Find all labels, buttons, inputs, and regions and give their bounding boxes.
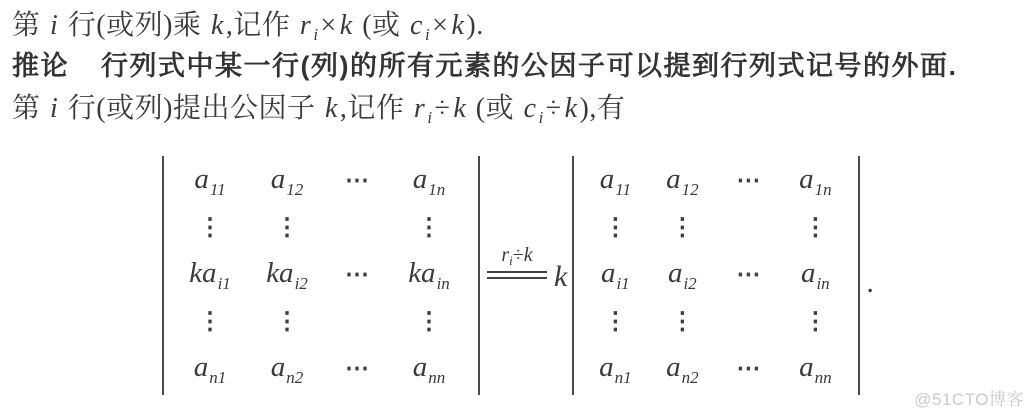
text-segment: i — [313, 24, 319, 44]
text-segment: × — [320, 10, 337, 41]
text-segment: ,记作 — [339, 93, 412, 124]
text-segment: ). — [466, 10, 484, 41]
annotation-r: r — [501, 244, 510, 266]
matrix-cell: $ka_{in}$ — [408, 256, 450, 293]
text-segment: i — [427, 107, 433, 127]
scalar-factor-k: k — [554, 260, 568, 293]
matrix-cell: $a_{in}$ — [800, 256, 830, 293]
matrix-cell: ⋮ — [670, 309, 695, 335]
matrix-cell: ⋮ — [603, 215, 628, 241]
matrix-cell: $a_{1n}$ — [799, 162, 832, 199]
text-segment: k — [339, 10, 353, 41]
matrix-cell: $a_{i1}$ — [600, 256, 630, 293]
text-segment: ,记作 — [225, 10, 298, 41]
text-segment: r — [413, 93, 426, 124]
text-segment: i — [538, 107, 544, 127]
matrix-cell: ⋮ — [417, 215, 441, 241]
text-segment: c — [523, 93, 537, 124]
watermark-51cto: @51CTO博客 — [914, 390, 1024, 409]
matrix-cell: ⋮ — [670, 215, 695, 241]
matrix-cell: ⋮ — [275, 215, 299, 241]
text-segment: 推论 — [12, 51, 69, 81]
matrix-cell: ⋯ — [345, 356, 369, 382]
matrix-cell: ⋯ — [736, 262, 761, 288]
annotation-divide-sign: ÷ — [512, 244, 524, 266]
text-segment: i — [50, 10, 59, 41]
left-determinant — [162, 156, 480, 395]
matrix-cell: ⋮ — [803, 309, 828, 335]
equals-annotation — [501, 244, 532, 269]
text-segment: × — [432, 10, 449, 41]
annotation-k: k — [523, 244, 533, 266]
text-segment: k — [451, 10, 465, 41]
paragraph-corollary — [12, 44, 957, 83]
annotation-sub-i: i — [509, 253, 513, 268]
matrix-cell: ⋮ — [603, 309, 628, 335]
matrix-cell: $ka_{i1}$ — [189, 256, 231, 293]
text-segment: ÷ — [434, 93, 451, 124]
matrix-cell: ⋯ — [345, 168, 369, 194]
double-rule-equals-icon — [487, 271, 547, 279]
sentence-period: . — [866, 266, 874, 299]
annotated-equals — [487, 244, 547, 279]
text-segment: k — [324, 93, 338, 124]
matrix-cell: $a_{12}$ — [270, 162, 304, 199]
paragraph-row-multiply-notation — [12, 3, 484, 45]
text-segment: 第 — [12, 93, 49, 124]
text-segment: 行列式中某一行(列)的所有元素的公因子可以提到行列式记号的外面. — [101, 51, 958, 81]
equals-relation — [487, 244, 568, 293]
matrix-cell: $a_{11}$ — [599, 162, 631, 199]
text-segment: 行(或列)乘 — [60, 10, 209, 41]
matrix-cell: ⋯ — [736, 356, 761, 382]
text-segment: ÷ — [545, 93, 562, 124]
matrix-cell: ⋯ — [736, 168, 761, 194]
text-segment: k — [453, 93, 467, 124]
matrix-cell: $a_{n2}$ — [666, 350, 699, 387]
matrix-cell: ⋮ — [198, 309, 222, 335]
text-segment: i — [424, 24, 431, 44]
text-segment: c — [410, 10, 423, 41]
right-determinant — [572, 156, 860, 395]
text-segment: (或 — [468, 93, 522, 124]
matrix-cell: $a_{11}$ — [194, 162, 226, 199]
determinant-equation — [162, 155, 874, 395]
matrix-cell: ⋮ — [198, 215, 222, 241]
text-segment: k — [210, 10, 224, 41]
matrix-cell: $a_{nn}$ — [799, 350, 832, 387]
matrix-cell: ⋯ — [345, 262, 369, 288]
matrix-cell: ⋮ — [803, 215, 828, 241]
text-segment: 第 — [12, 10, 49, 41]
text-segment: i — [50, 93, 59, 124]
matrix-cell: $a_{1n}$ — [412, 162, 446, 199]
matrix-cell: $a_{i2}$ — [667, 256, 697, 293]
matrix-cell: ⋮ — [417, 309, 441, 335]
matrix-cell: $a_{n1}$ — [193, 350, 227, 387]
matrix-cell: $a_{12}$ — [666, 162, 699, 199]
matrix-cell: ⋮ — [275, 309, 299, 335]
paragraph-factor-out-notation — [12, 86, 625, 128]
text-segment: r — [299, 10, 312, 41]
text-segment: (或 — [354, 10, 409, 41]
matrix-cell: $a_{n2}$ — [270, 350, 304, 387]
matrix-cell: $ka_{i2}$ — [266, 256, 308, 293]
text-segment: ),有 — [579, 93, 626, 124]
text-segment: k — [564, 93, 578, 124]
matrix-cell: $a_{n1}$ — [599, 350, 632, 387]
matrix-cell: $a_{nn}$ — [412, 350, 446, 387]
text-segment: 行(或列)提出公因子 — [60, 93, 323, 124]
